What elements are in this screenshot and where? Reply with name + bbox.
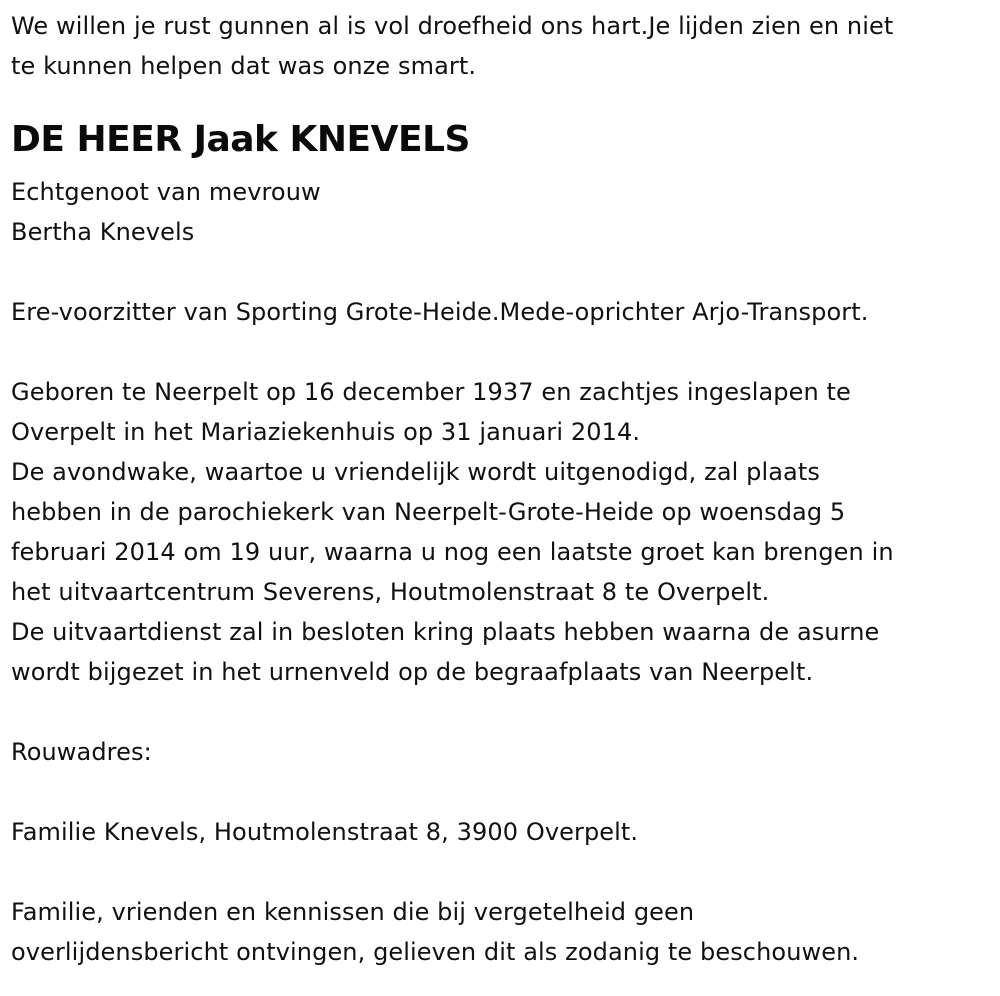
intro-line: te kunnen helpen dat was onze smart.: [11, 52, 477, 80]
spouse-line: Echtgenoot van mevrouw: [11, 178, 321, 206]
details-line: het uitvaartcentrum Severens, Houtmolenstraat 8 te Overpelt.: [11, 578, 770, 606]
address-label: Rouwadres:: [11, 738, 152, 766]
details-line: De avondwake, waartoe u vriendelijk wordt uitgenodigd, zal plaats: [11, 458, 820, 486]
obituary-notice: [0, 6, 1000, 972]
details-line: De uitvaartdienst zal in besloten kring plaats hebben waarna de asurne: [11, 618, 880, 646]
spouse-info: [11, 172, 990, 252]
details-line: Overpelt in het Mariaziekenhuis op 31 januari 2014.: [11, 418, 641, 446]
details-line: hebben in de parochiekerk van Neerpelt-Grote-Heide op woensdag 5: [11, 498, 846, 526]
roles-text: Ere-voorzitter van Sporting Grote-Heide.Mede-oprichter Arjo-Transport.: [11, 298, 869, 326]
details-line: wordt bijgezet in het urnenveld op de begraafplaats van Neerpelt.: [11, 658, 814, 686]
details-line: Geboren te Neerpelt op 16 december 1937 en zachtjes ingeslapen te: [11, 378, 851, 406]
spacer: [11, 692, 990, 732]
details-line: februari 2014 om 19 uur, waarna u nog een laatste groet kan brengen in: [11, 538, 894, 566]
spouse-line: Bertha Knevels: [11, 218, 195, 246]
spacer: [11, 852, 990, 892]
mourning-address: Familie Knevels, Houtmolenstraat 8, 3900 Overpelt.: [11, 818, 639, 846]
closing-note: [11, 892, 990, 972]
spacer: [11, 332, 990, 372]
intro-line: We willen je rust gunnen al is vol droefheid ons hart.Je lijden zien en niet: [11, 12, 894, 40]
deceased-name-heading: DE HEER Jaak KNEVELS: [11, 119, 470, 160]
spacer: [11, 772, 990, 812]
intro-poem: [11, 6, 990, 86]
closing-line: Familie, vrienden en kennissen die bij vergetelheid geen: [11, 898, 695, 926]
details-paragraph: [11, 372, 990, 692]
spacer: [11, 252, 990, 292]
closing-line: overlijdensbericht ontvingen, gelieven dit als zodanig te beschouwen.: [11, 938, 860, 966]
